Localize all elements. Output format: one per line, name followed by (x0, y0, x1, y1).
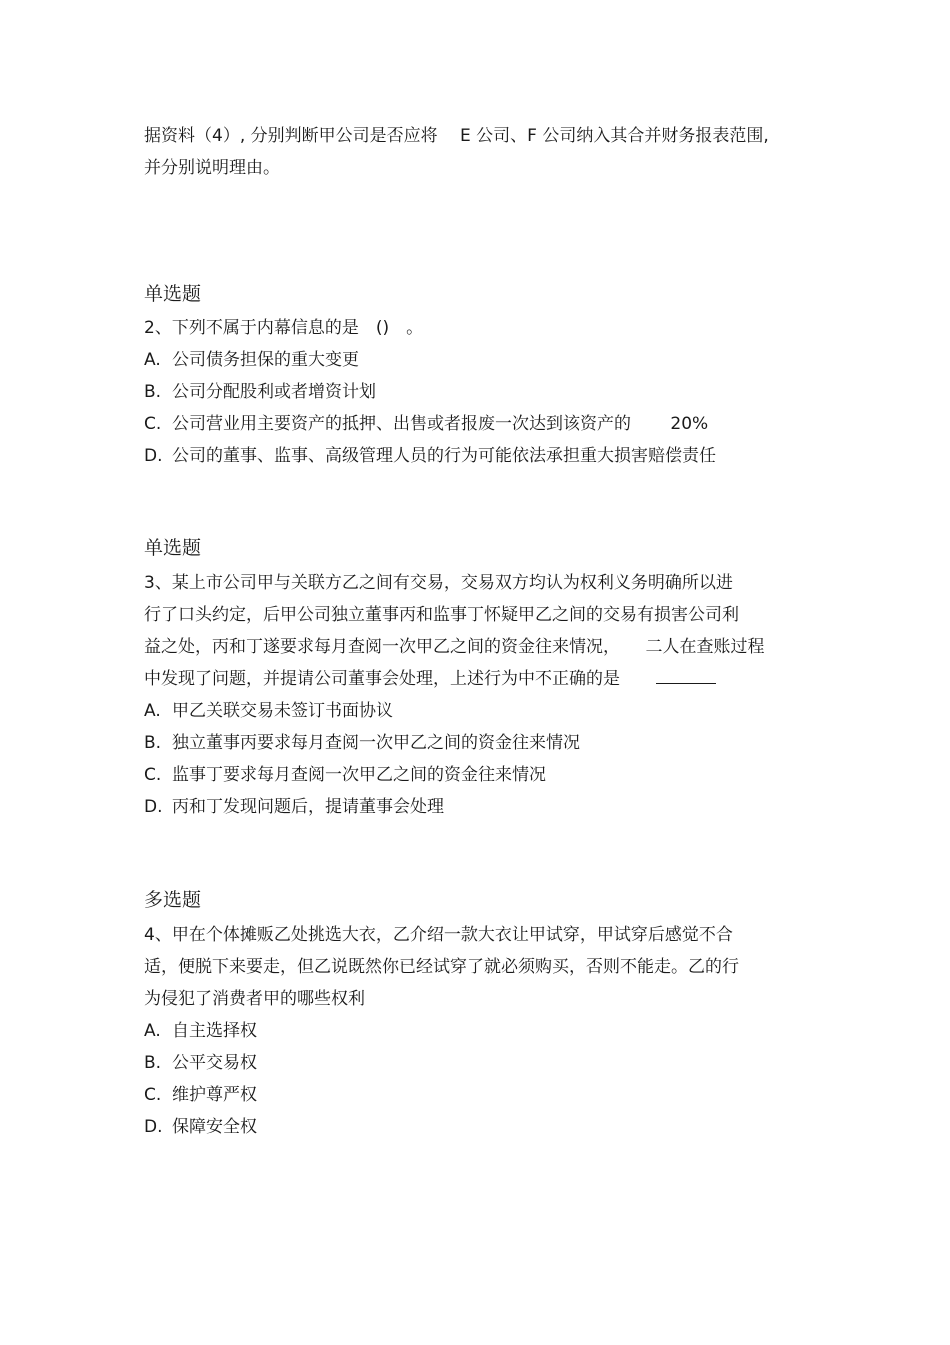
question-stem-line: 行了口头约定，后甲公司独立董事丙和监事丁怀疑甲乙之间的交易有损害公司利 (144, 605, 739, 625)
option-text: 甲乙关联交易未签订书面协议 (172, 701, 393, 721)
option-a (144, 700, 393, 722)
option-text: 公平交易权 (172, 1053, 257, 1073)
option-letter: D. (144, 446, 163, 466)
option-a (144, 349, 359, 371)
option-letter: A. (144, 701, 161, 721)
option-letter: C. (144, 765, 162, 785)
option-c (144, 764, 546, 786)
question-stem-line: 3、某上市公司甲与关联方乙之间有交易，交易双方均认为权利义务明确所以进 (144, 573, 733, 593)
question-stem: 2、下列不属于内幕信息的是 () 。 (144, 318, 424, 338)
option-text: 自主选择权 (172, 1021, 257, 1041)
option-letter: B. (144, 382, 162, 402)
question-stem-line (144, 668, 716, 690)
option-text: 公司的董事、监事、高级管理人员的行为可能依法承担重大损害赔偿责任 (172, 446, 716, 466)
section-heading: 单选题 (144, 283, 202, 305)
option-letter: D. (144, 1117, 163, 1137)
option-d (144, 796, 444, 818)
option-text: 监事丁要求每月查阅一次甲乙之间的资金往来情况 (172, 765, 546, 785)
question-stem-text: 中发现了问题，并提请公司董事会处理，上述行为中不正确的是 (144, 669, 620, 689)
intro-line: 据资料（4）, 分别判断甲公司是否应将 E 公司、F 公司纳入其合并财务报表范围, (144, 126, 769, 146)
option-text: 公司分配股利或者增资计划 (172, 382, 376, 402)
option-d (144, 445, 716, 467)
option-letter: B. (144, 733, 162, 753)
option-d (144, 1116, 257, 1138)
option-b (144, 732, 580, 754)
option-letter: C. (144, 414, 162, 434)
question-stem-line: 适，便脱下来要走，但乙说既然你已经试穿了就必须购买，否则不能走。乙的行 (144, 957, 739, 977)
option-letter: A. (144, 1021, 161, 1041)
option-text: 公司债务担保的重大变更 (172, 350, 359, 370)
option-text: 独立董事丙要求每月查阅一次甲乙之间的资金往来情况 (172, 733, 580, 753)
option-b (144, 1052, 257, 1074)
option-b (144, 381, 376, 403)
option-text: 保障安全权 (172, 1117, 257, 1137)
question-stem-line: 为侵犯了消费者甲的哪些权利 (144, 989, 365, 1009)
option-letter: C. (144, 1085, 162, 1105)
option-c (144, 413, 708, 435)
question-stem-line: 4、甲在个体摊贩乙处挑选大衣，乙介绍一款大衣让甲试穿，甲试穿后感觉不合 (144, 925, 733, 945)
option-text: 维护尊严权 (172, 1085, 257, 1105)
intro-line: 并分别说明理由。 (144, 158, 280, 178)
question-stem-line: 益之处，丙和丁遂要求每月查阅一次甲乙之间的资金往来情况， 二人在查账过程 (144, 637, 765, 657)
option-text: 丙和丁发现问题后，提请董事会处理 (172, 797, 444, 817)
option-text: 公司营业用主要资产的抵押、出售或者报废一次达到该资产的 20% (172, 414, 709, 434)
option-a (144, 1020, 257, 1042)
section-heading: 多选题 (144, 889, 202, 911)
option-letter: D. (144, 797, 163, 817)
section-heading: 单选题 (144, 537, 202, 559)
option-letter: B. (144, 1053, 162, 1073)
option-c (144, 1084, 257, 1106)
answer-blank (656, 669, 716, 684)
option-letter: A. (144, 350, 161, 370)
